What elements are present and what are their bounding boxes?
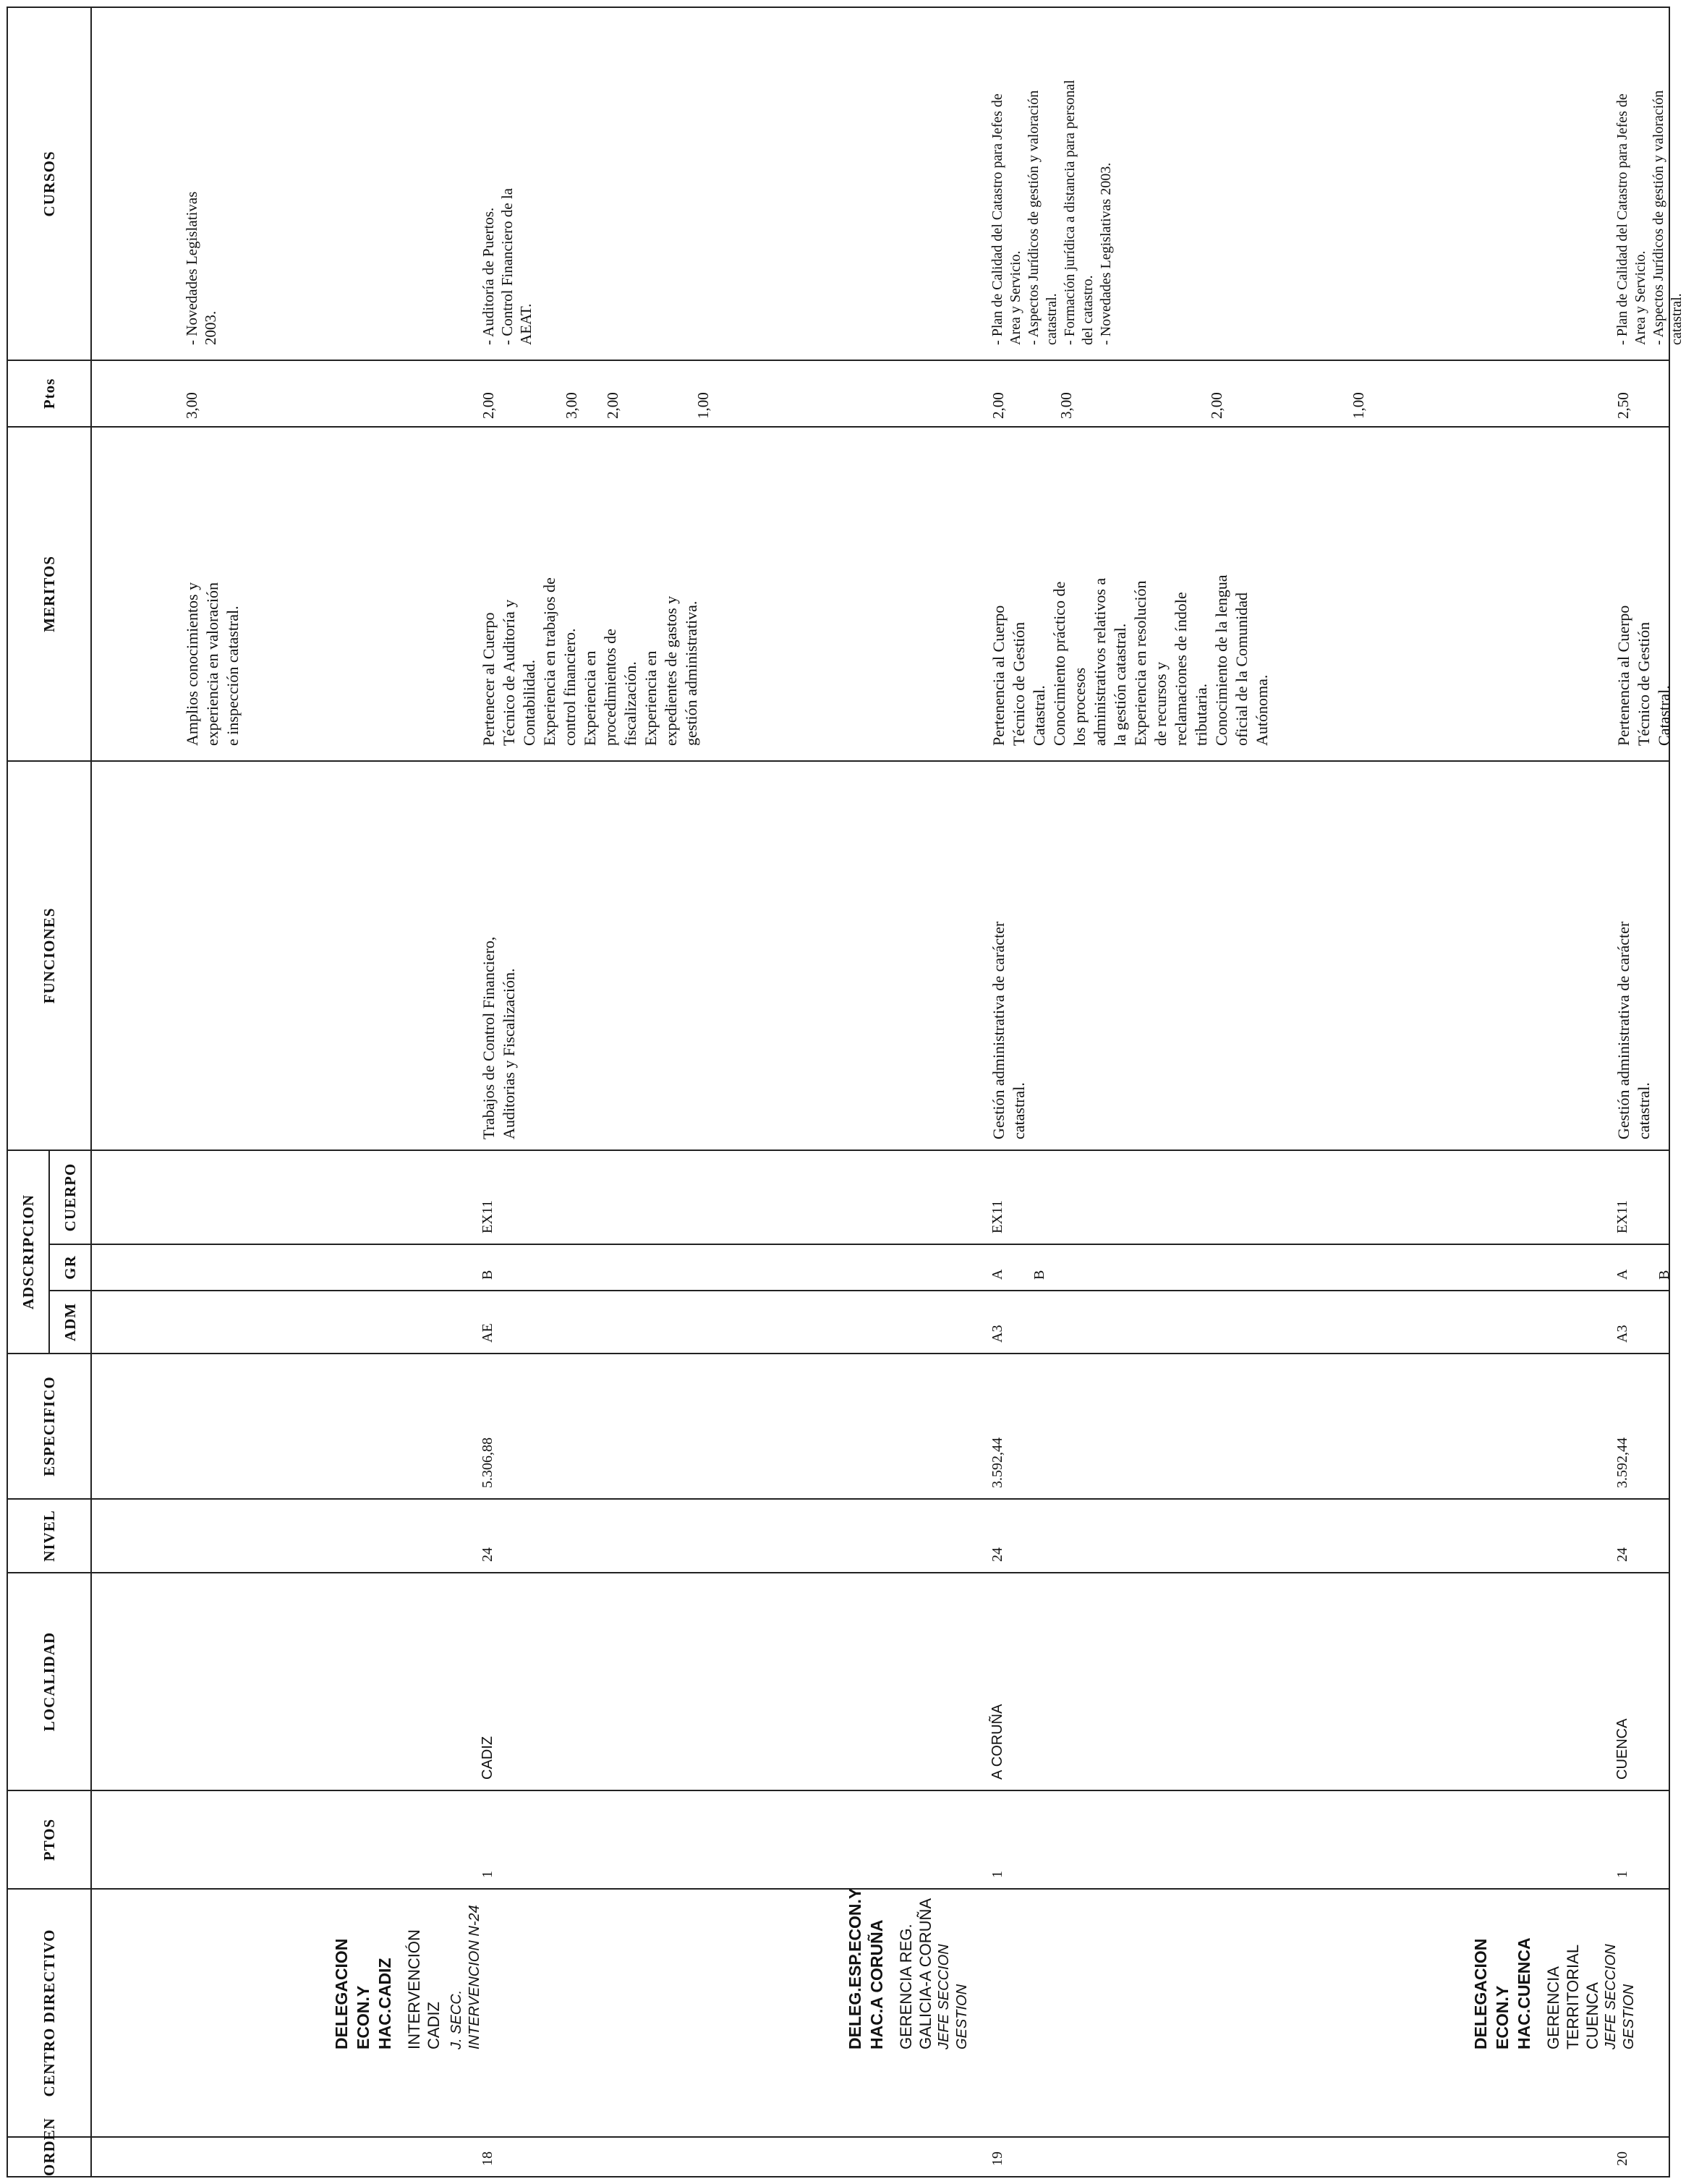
- cuerpo-19: EX11: [989, 1200, 1005, 1233]
- merito-18-2: Experiencia en procedimientos de fiscalización.: [581, 629, 639, 746]
- header-adscripcion: ADSCRIPCION: [7, 1150, 49, 1354]
- curso-19-3: - Novedades Legislativas 2003.: [1098, 162, 1114, 345]
- localidad-19: A CORUÑA: [989, 1704, 1005, 1780]
- nivel-18: 24: [480, 1547, 495, 1562]
- column-orden: [91, 2137, 1669, 2177]
- pts-19-1: 3,00: [1057, 392, 1075, 419]
- pts-20-0: 2,50: [1614, 392, 1632, 419]
- column-centro-directivo: [91, 1889, 1669, 2137]
- curso-19-0: - Plan de Calidad del Catastro para Jefes de Area y Servicio.: [989, 93, 1023, 345]
- pts-18-1: 3,00: [563, 392, 580, 419]
- centro-unit-18: INTERVENCIÓN CADIZ: [405, 1929, 443, 2049]
- column-nivel: [91, 1499, 1669, 1573]
- localidad-20: CUENCA: [1614, 1718, 1630, 1780]
- curso-19-1: - Aspectos Jurídicos de gestión y valoración catastral.: [1026, 90, 1060, 345]
- centro-directivo-18: [331, 1894, 484, 2049]
- especifico-18: 5.306,88: [480, 1437, 495, 1488]
- curso-20-0: - Plan de Calidad del Catastro para Jefes de Area y Servicio.: [1614, 93, 1648, 345]
- column-cuerpo: [91, 1150, 1669, 1244]
- nivel-20: 24: [1614, 1547, 1630, 1562]
- cursos-18: [479, 157, 535, 345]
- column-funciones: [91, 761, 1669, 1150]
- adm-18: AE: [480, 1323, 495, 1343]
- column-cursos: [91, 7, 1685, 360]
- pts-carryover: 3,00: [183, 392, 200, 419]
- especifico-19: 3.592,44: [989, 1437, 1005, 1488]
- cuerpo-18: EX11: [480, 1200, 495, 1233]
- centro-head-18: DELEGACION ECON.Y HAC.CADIZ: [332, 1938, 394, 2049]
- column-gr: [91, 1244, 1672, 1291]
- merito-18-3: Experiencia en expedientes de gastos y gestión administrativa.: [642, 595, 700, 746]
- orden-18: 18: [480, 2151, 495, 2166]
- funciones-20: Gestión administrativa de carácter catastral.: [1614, 921, 1653, 1139]
- header-gr: GR: [49, 1244, 91, 1291]
- centro-head-19: DELEG.ESP.ECON.Y HAC.A CORUÑA: [846, 1888, 886, 2049]
- header-nivel: NIVEL: [7, 1499, 91, 1573]
- centro-puesto-19: JEFE SECCION GESTION: [936, 1944, 970, 2049]
- column-ptos-meritos: [91, 360, 1669, 427]
- cursos-20: [1614, 63, 1686, 345]
- merito-19-0: Pertenencia al Cuerpo Técnico de Gestión Catastral.: [989, 605, 1048, 746]
- adm-20: A3: [1614, 1325, 1630, 1343]
- gr-20-0: A: [1614, 1269, 1630, 1280]
- header-centro-directivo: CENTRO DIRECTIVO: [7, 1889, 91, 2137]
- column-meritos: [91, 427, 1673, 761]
- pts-19-0: 2,00: [989, 392, 1007, 419]
- especifico-20: 3.592,44: [1614, 1437, 1630, 1488]
- column-adm: [91, 1291, 1669, 1354]
- centro-head-20: DELEGACION ECON.Y HAC.CUENCA: [1471, 1937, 1533, 2049]
- centro-unit-20: GERENCIA TERRITORIAL CUENCA: [1544, 1945, 1601, 2049]
- merito-18-1: Experiencia en trabajos de control financiero.: [540, 577, 579, 746]
- merito-19-3: Conocimiento de la lengua oficial de la Comunidad Autónoma.: [1212, 574, 1271, 746]
- centro-unit-19: GERENCIA REG. GALICIA-A CORUÑA: [897, 1898, 934, 2049]
- meritos-20: [1614, 572, 1674, 746]
- pts-18-3: 1,00: [694, 392, 712, 419]
- cursos-carryover: [182, 157, 220, 345]
- centro-directivo-20: [1470, 1894, 1638, 2049]
- gr-20-1: B: [1656, 1270, 1672, 1280]
- centro-directivo-19: [844, 1888, 971, 2049]
- column-ptos: [91, 1790, 1669, 1889]
- header-ptos-meritos: Ptos: [7, 360, 91, 427]
- pts-18-2: 2,00: [604, 392, 621, 419]
- curso-18-0: - Auditoría de Puertos.: [480, 207, 497, 345]
- funciones-19: Gestión administrativa de carácter catastral.: [989, 921, 1028, 1139]
- orden-19: 19: [989, 2151, 1005, 2166]
- header-localidad: LOCALIDAD: [7, 1573, 91, 1790]
- ptos-18: 1: [480, 1871, 495, 1878]
- header-especifico: ESPECIFICO: [7, 1354, 91, 1499]
- merito-19-2: Experiencia en resolución de recursos y reclamaciones de índole tributaria.: [1131, 580, 1210, 746]
- cuerpo-20: EX11: [1614, 1200, 1630, 1233]
- funciones-18: Trabajos de Control Financiero, Auditorias y Fiscalización.: [480, 936, 518, 1139]
- orden-20: 20: [1614, 2151, 1630, 2166]
- centro-puesto-20: JEFE SECCION GESTION: [1603, 1944, 1637, 2049]
- meritos-carryover: Amplios conocimientos y experiencia en valoración e inspección catastral.: [183, 582, 242, 746]
- gr-19-0: A: [989, 1269, 1005, 1280]
- merito-19-1: Conocimiento práctico de los procesos administrativos relativos a la gestión catastral.: [1050, 577, 1129, 746]
- meritos-18: [479, 572, 702, 746]
- centro-puesto-18: J. SECC. INTERVENCION N-24: [448, 1905, 482, 2049]
- column-localidad: [91, 1573, 1669, 1790]
- header-cuerpo: CUERPO: [49, 1150, 91, 1244]
- cursos-19: [989, 63, 1115, 345]
- positions-table: [7, 7, 1685, 2177]
- pts-18-0: 2,00: [480, 392, 497, 419]
- adm-19: A3: [989, 1325, 1005, 1343]
- merito-20-0: Pertenencia al Cuerpo Técnico de Gestión Catastral.: [1614, 605, 1673, 746]
- meritos-19: [989, 572, 1272, 746]
- column-especifico: [91, 1354, 1669, 1499]
- header-cursos: CURSOS: [7, 7, 91, 360]
- nivel-19: 24: [989, 1547, 1005, 1562]
- header-meritos: MERITOS: [7, 427, 91, 761]
- gr-19-1: B: [1031, 1270, 1047, 1280]
- curso-carryover-0: - Novedades Legislativas 2003.: [183, 191, 219, 345]
- header-orden: ORDEN: [7, 2137, 91, 2177]
- pts-19-3: 1,00: [1350, 392, 1367, 419]
- curso-19-2: - Formación jurídica a distancia para personal del catastro.: [1062, 80, 1096, 345]
- ptos-19: 1: [989, 1871, 1005, 1878]
- ptos-20: 1: [1614, 1871, 1630, 1878]
- header-adm: ADM: [49, 1291, 91, 1354]
- pts-19-2: 2,00: [1208, 392, 1225, 419]
- header-funciones: FUNCIONES: [7, 761, 91, 1150]
- gr-18-0: B: [480, 1270, 495, 1280]
- curso-18-1: - Control Financiero de la AEAT.: [498, 188, 535, 345]
- header-ptos: PTOS: [7, 1790, 91, 1889]
- merito-18-0: Pertenecer al Cuerpo Técnico de Auditoría y Contabilidad.: [480, 599, 538, 746]
- localidad-18: CADIZ: [480, 1736, 495, 1780]
- curso-20-1: - Aspectos Jurídicos de gestión y valoración catastral.: [1651, 90, 1685, 345]
